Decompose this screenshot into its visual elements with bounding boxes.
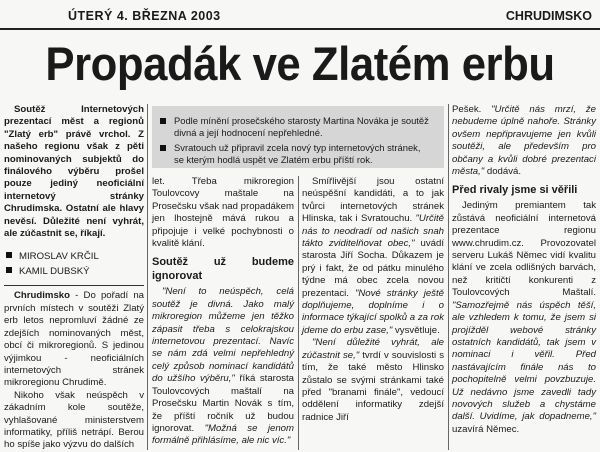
square-bullet-icon bbox=[160, 118, 166, 124]
issue-date: ÚTERÝ 4. BŘEZNA 2003 bbox=[68, 9, 221, 23]
column-4 bbox=[452, 104, 596, 436]
body-paragraph: Smířlivější jsou ostatní neúspěšní kandidáti, a to jak tvůrci internetových stránek Hlinska, tak i Svratouchu. "Určitě nás to neodradí od našich snah tákto zviditelňovat obec," uvádí starosta Jiří Socha. Důkazem je prý i fakt, že od pátku minulého týdne má obec zcela novou prezentaci. "Nové stránky ještě doplňujeme, doplníme i o informace týkající spolků a za rok jdeme do erbu zase," vysvětluje. bbox=[302, 176, 444, 336]
section-name: CHRUDIMSKO bbox=[505, 9, 592, 23]
teaser-item: Podle mínění prosečského starosty Martina Nováka je soutěž divná a její hodnocení nepřehledné. bbox=[160, 115, 430, 139]
square-bullet-icon bbox=[6, 252, 12, 258]
column-1-body bbox=[4, 290, 144, 451]
column-3 bbox=[302, 176, 444, 424]
subheading: Před rivaly jsme si věřili bbox=[452, 184, 578, 197]
square-bullet-icon bbox=[160, 145, 166, 151]
masthead bbox=[0, 0, 600, 26]
body-paragraph: Pešek. "Určitě nás mrzí, že nebudeme úplně nahoře. Stránky ovšem nepřipravujeme jen kvůli soutěži, ale především pro občany a kvůli dobré prezentaci města," dodává. bbox=[452, 104, 596, 178]
body-paragraph: Chrudimsko - Do pořadí na prvních místech v soutěži Zlatý erb letos nepromluví žádné ze zdejších nominovaných měst, obcí či mikroregionů. S jedinou výjimkou - neoficiálních internetových stránek mikroregionu Chrudimě. bbox=[4, 290, 144, 389]
lead-paragraph bbox=[4, 104, 144, 240]
byline-divider bbox=[4, 285, 144, 286]
body-paragraph: Nikoho však neúspěch v zákadním kole soutěže, vyhlašované ministerstvem informatiky, příliš netrápí. Berou ho spíše jako výzvu do dalších bbox=[4, 389, 144, 451]
column-divider bbox=[448, 104, 449, 450]
column-divider bbox=[298, 176, 299, 450]
square-bullet-icon bbox=[6, 267, 12, 273]
body-paragraph: let. Třeba mikroregion Toulovcovy maštale na Prosečsku však nad propadákem jen lhostejně mává rukou a připojuje i velké pochybnosti o kvalitě klání. bbox=[152, 176, 294, 250]
column-divider bbox=[147, 104, 148, 450]
teaser-item: Svratouch už připravil zcela nový typ internetových stránek, se kterým hodlá uspět ve Zlatém erbu příští rok. bbox=[160, 142, 430, 166]
lead-text: Soutěž Internetových prezentací měst a regionů "Zlatý erb" právě vrchol. Z našeho regionu však z pěti nominovaných subjektů do finálového výběru prošel pouze jediný neoficiální internetový stránky Chrudimska. Ostatní ale hlavy nevěsí. Důležité není vyhrát, ale zúčastnit se, říkají. bbox=[4, 104, 144, 240]
masthead-rule bbox=[0, 28, 600, 30]
body-paragraph: "Není to neúspěch, celá soutěž je divná. Jako malý mikroregion můžeme jen těžko zápasit třeba s celokrajskou internetovou prezentací. Navíc se nám zdá velmi nepřehledný celý způsob nominací kandidátů do užšího výběru," říká starosta Toulovcových maštalí na Prosečsku Martin Novák s tím, že příští ročník už budou ignorovat. "Možná se jenom formálně přihlásíme, ale nic víc." bbox=[152, 286, 294, 447]
author-1: MIROSLAV KRČIL bbox=[4, 249, 144, 264]
byline bbox=[4, 249, 144, 279]
headline: Propadák ve Zlatém erbu bbox=[45, 37, 555, 90]
body-paragraph: Jediným premiantem tak zůstává neoficiální internetová prezentace regionu www.chrudim.cz. Provozovatel serveru Lukáš Němec vidí kvalitu klání ve zcela odlišných barvách, než kritičtí konkurenti z Toulovcových Maštalí. "Samozřejmě nás úspěch těší, ale vzhledem k tomu, že jsem si projížděl webové stránky ostatních kandidátů, tak jsem v nominaci i věřil. Před nastávajícím finále nás to pochopitelně velmi povzbuzuje. Už nedávno jsme zavedli tady novových služeb a chystáme další. Uvidíme, jak dopadneme," uzavírá Němec. bbox=[452, 200, 596, 435]
subheading: Soutěž už budeme ignorovat bbox=[152, 256, 294, 283]
column-2 bbox=[152, 176, 294, 448]
author-2: KAMIL DUBSKÝ bbox=[4, 264, 144, 279]
dateline: Chrudimsko bbox=[14, 290, 70, 302]
column-1 bbox=[4, 104, 144, 452]
teaser-box bbox=[152, 106, 444, 168]
body-paragraph: "Není důležité vyhrát, ale zúčastnit se," tvrdí v souvislosti s tím, že také město Hlinsko zůstalo se svými stránkami také před "branami finále", vedoucí oddělení informatiky zdejší radnice Jiří bbox=[302, 337, 444, 423]
